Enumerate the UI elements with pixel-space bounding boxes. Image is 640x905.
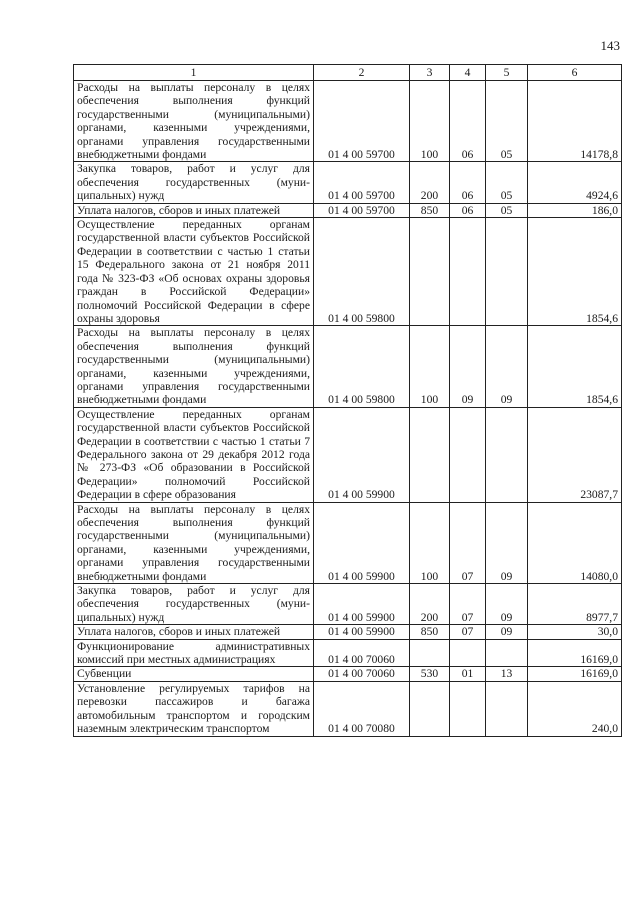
row-description: Уплата налогов, сборов и иных платежей — [74, 203, 314, 217]
amount: 16169,0 — [528, 667, 622, 681]
target-article-code: 01 4 00 59700 — [314, 162, 410, 203]
expense-type-code: 200 — [410, 584, 450, 625]
row-description: Установление регулируемых тарифов на перевозки пассажиров и багажа автомобильным транспортом и городским наземным электрическим транспортом — [74, 681, 314, 736]
section-code — [450, 218, 486, 326]
amount: 14178,8 — [528, 81, 622, 162]
row-description: Уплата налогов, сборов и иных платежей — [74, 625, 314, 639]
subsection-code — [486, 639, 528, 667]
expense-type-code: 850 — [410, 203, 450, 217]
row-description: Субвенции — [74, 667, 314, 681]
table-row — [74, 681, 622, 736]
subsection-code: 05 — [486, 203, 528, 217]
subsection-code — [486, 681, 528, 736]
row-description: Закупка товаров, работ и услуг для обеспечения государственных (муниципальных) нужд — [74, 162, 314, 203]
page-number: 143 — [600, 38, 620, 53]
section-code: 06 — [450, 81, 486, 162]
table-row — [74, 81, 622, 162]
row-description: Расходы на выплаты персоналу в целях обеспечения выполнения функций государственными (муниципальными) органами, казенными учреждениями, органами управления государственными внебюджетными фондами — [74, 502, 314, 583]
target-article-code: 01 4 00 70060 — [314, 667, 410, 681]
amount: 4924,6 — [528, 162, 622, 203]
table-row — [74, 667, 622, 681]
subsection-code: 09 — [486, 625, 528, 639]
subsection-code: 09 — [486, 502, 528, 583]
amount: 1854,6 — [528, 218, 622, 326]
target-article-code: 01 4 00 59900 — [314, 625, 410, 639]
expense-type-code — [410, 407, 450, 502]
amount: 1854,6 — [528, 326, 622, 407]
column-header: 1 — [74, 65, 314, 81]
section-code — [450, 407, 486, 502]
table-header-row — [74, 65, 622, 81]
amount: 30,0 — [528, 625, 622, 639]
section-code: 06 — [450, 162, 486, 203]
row-description: Расходы на выплаты персоналу в целях обеспечения выполнения функций государственными (муниципальными) органами, казенными учреждениями, органами управления государственными внебюджетными фондами — [74, 326, 314, 407]
column-header: 3 — [410, 65, 450, 81]
subsection-code: 05 — [486, 162, 528, 203]
target-article-code: 01 4 00 59800 — [314, 326, 410, 407]
column-header: 5 — [486, 65, 528, 81]
table-row — [74, 502, 622, 583]
section-code: 01 — [450, 667, 486, 681]
row-description: Закупка товаров, работ и услуг для обеспечения государственных (муниципальных) нужд — [74, 584, 314, 625]
expense-type-code: 200 — [410, 162, 450, 203]
expense-type-code: 850 — [410, 625, 450, 639]
budget-table — [73, 64, 622, 737]
expense-type-code: 100 — [410, 502, 450, 583]
table-row — [74, 625, 622, 639]
subsection-code: 09 — [486, 584, 528, 625]
target-article-code: 01 4 00 70060 — [314, 639, 410, 667]
row-description: Осуществление переданных органам государственной власти субъектов Российской Федерации в соответствии с частью 1 статьи 15 Федерального закона от 21 ноября 2011 года № 323-ФЗ «Об основах охраны здоровья граждан в Российской Федерации» полномочий Российской Федерации в сфере охраны здоровья — [74, 218, 314, 326]
section-code — [450, 681, 486, 736]
amount: 16169,0 — [528, 639, 622, 667]
section-code: 07 — [450, 584, 486, 625]
target-article-code: 01 4 00 59900 — [314, 407, 410, 502]
subsection-code: 09 — [486, 326, 528, 407]
subsection-code — [486, 407, 528, 502]
row-description: Осуществление переданных органам государственной власти субъектов Российской Федерации в соответствии с частью 1 статьи 7 Федерального закона от 29 декабря 2012 года № 273-ФЗ «Об образовании в Российской Федерации» полномочий Российской Федерации в сфере образования — [74, 407, 314, 502]
row-description: Расходы на выплаты персоналу в целях обеспечения выполнения функций государственными (муниципальными) органами, казенными учреждениями, органами управления государственными внебюджетными фондами — [74, 81, 314, 162]
column-header: 2 — [314, 65, 410, 81]
subsection-code: 05 — [486, 81, 528, 162]
amount: 8977,7 — [528, 584, 622, 625]
target-article-code: 01 4 00 59900 — [314, 502, 410, 583]
target-article-code: 01 4 00 59700 — [314, 81, 410, 162]
section-code — [450, 639, 486, 667]
amount: 23087,7 — [528, 407, 622, 502]
row-description: Функционирование административных комиссий при местных администрациях — [74, 639, 314, 667]
section-code: 07 — [450, 625, 486, 639]
expense-type-code: 100 — [410, 81, 450, 162]
table-row — [74, 639, 622, 667]
target-article-code: 01 4 00 70080 — [314, 681, 410, 736]
column-header: 6 — [528, 65, 622, 81]
column-header: 4 — [450, 65, 486, 81]
subsection-code — [486, 218, 528, 326]
target-article-code: 01 4 00 59800 — [314, 218, 410, 326]
table-row — [74, 218, 622, 326]
expense-type-code: 530 — [410, 667, 450, 681]
expense-type-code — [410, 681, 450, 736]
subsection-code: 13 — [486, 667, 528, 681]
expense-type-code — [410, 639, 450, 667]
target-article-code: 01 4 00 59700 — [314, 203, 410, 217]
table-row — [74, 162, 622, 203]
table-row — [74, 407, 622, 502]
amount: 240,0 — [528, 681, 622, 736]
table-row — [74, 203, 622, 217]
expense-type-code — [410, 218, 450, 326]
expense-type-code: 100 — [410, 326, 450, 407]
target-article-code: 01 4 00 59900 — [314, 584, 410, 625]
table-row — [74, 584, 622, 625]
section-code: 06 — [450, 203, 486, 217]
table-row — [74, 326, 622, 407]
section-code: 07 — [450, 502, 486, 583]
section-code: 09 — [450, 326, 486, 407]
amount: 186,0 — [528, 203, 622, 217]
amount: 14080,0 — [528, 502, 622, 583]
